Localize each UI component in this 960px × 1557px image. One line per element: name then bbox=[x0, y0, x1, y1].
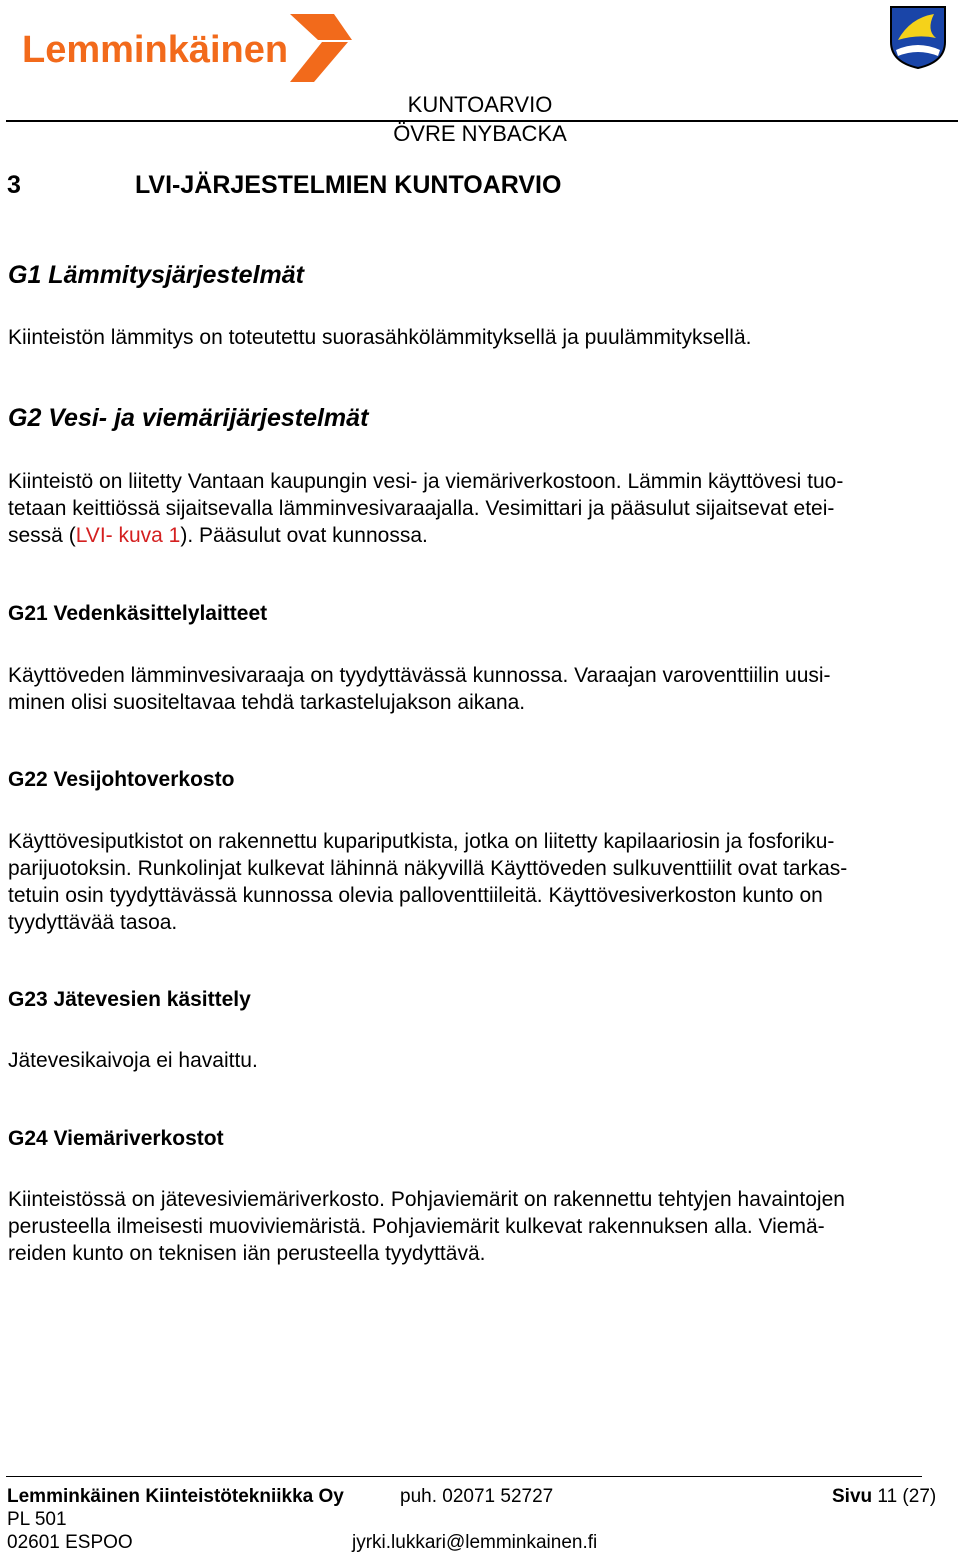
g21-heading: G21 Vedenkäsittelylaitteet bbox=[8, 602, 268, 625]
g2-line3-start: sessä ( bbox=[8, 524, 76, 547]
g23-paragraph bbox=[8, 1047, 958, 1074]
g2-line: Kiinteistö on liitetty Vantaan kaupungin vesi- ja viemäriverkostoon. Lämmin käyttövesi tuo- bbox=[8, 470, 844, 493]
lvi-figure-reference: LVI- kuva 1 bbox=[75, 524, 181, 547]
g22-line: Käyttövesiputkistot on rakennettu kupariputkista, jotka on liitetty kapilaariosin ja fosforiku- bbox=[8, 830, 835, 853]
g24-line: reiden kunto on teknisen iän perusteella tyydyttävä. bbox=[8, 1242, 486, 1265]
g2-paragraph bbox=[8, 468, 958, 549]
g2-line3-end: ). Pääsulut ovat kunnossa. bbox=[180, 524, 428, 547]
g23-line: Jätevesikaivoja ei havaittu. bbox=[8, 1049, 258, 1072]
g22-heading: G22 Vesijohtoverkosto bbox=[8, 768, 235, 791]
page-label: Sivu bbox=[832, 1486, 873, 1507]
g24-paragraph bbox=[8, 1186, 958, 1267]
g22-line: tyydyttävää tasoa. bbox=[8, 911, 178, 934]
g24-heading: G24 Viemäriverkostot bbox=[8, 1127, 224, 1150]
g23-heading: G23 Jätevesien käsittely bbox=[8, 988, 251, 1011]
g22-line: tetuin osin tyydyttävässä kunnossa olevia palloventtiileitä. Käyttövesiverkoston kunto on bbox=[8, 884, 823, 907]
g22-paragraph bbox=[8, 828, 958, 936]
footer-email[interactable]: jyrki.lukkari@lemminkainen.fi bbox=[352, 1532, 598, 1553]
footer-postal: 02601 ESPOO bbox=[7, 1532, 133, 1553]
section-title: LVI-JÄRJESTELMIEN KUNTOARVIO bbox=[135, 171, 562, 199]
footer-po-box: PL 501 bbox=[7, 1509, 67, 1530]
logo-arrow-icon bbox=[290, 14, 352, 82]
g24-line: perusteella ilmeisesti muoviviemäristä. Pohjaviemärit kulkevat rakennuksen alla. Viemä- bbox=[8, 1215, 825, 1238]
footer-phone: puh. 02071 52727 bbox=[400, 1486, 554, 1507]
document-subtitle: ÖVRE NYBACKA bbox=[393, 121, 567, 146]
footer-company: Lemminkäinen Kiinteistötekniikka Oy bbox=[7, 1486, 344, 1507]
g1-line: Kiinteistön lämmitys on toteutettu suorasähkölämmityksellä ja puulämmityksellä. bbox=[8, 326, 752, 349]
company-logo bbox=[22, 10, 352, 86]
g1-heading: G1 Lämmitysjärjestelmät bbox=[8, 261, 304, 289]
footer-rule bbox=[6, 1476, 922, 1477]
footer-page-number bbox=[832, 1485, 936, 1508]
g2-heading: G2 Vesi- ja viemärijärjestelmät bbox=[8, 404, 369, 432]
g2-line bbox=[8, 522, 958, 549]
section-heading bbox=[7, 171, 907, 203]
logo-wordmark: Lemminkäinen bbox=[22, 29, 289, 71]
municipal-crest-icon bbox=[888, 4, 948, 70]
page-current: 11 bbox=[877, 1486, 898, 1507]
g21-line: minen olisi suositeltavaa tehdä tarkastelujakson aikana. bbox=[8, 691, 526, 714]
page-total: (27) bbox=[902, 1486, 937, 1507]
g24-line: Kiinteistössä on jätevesiviemäriverkosto. Pohjaviemärit on rakennettu tehtyjen havaintojen bbox=[8, 1188, 845, 1211]
g21-paragraph bbox=[8, 662, 958, 716]
g1-paragraph bbox=[8, 324, 958, 351]
g2-line: tetaan keittiössä sijaitsevalla lämminvesivaraajalla. Vesimittari ja pääsulut sijaitsevat etei- bbox=[8, 497, 835, 520]
document-title: KUNTOARVIO bbox=[407, 92, 553, 117]
g22-line: parijuotoksin. Runkolinjat kulkevat lähinnä näkyvillä Käyttöveden sulkuventtiilit ovat tarkas- bbox=[8, 857, 848, 880]
g21-line: Käyttöveden lämminvesivaraaja on tyydyttävässä kunnossa. Varaajan varoventtiilin uusi- bbox=[8, 664, 831, 687]
section-number: 3 bbox=[7, 171, 21, 199]
